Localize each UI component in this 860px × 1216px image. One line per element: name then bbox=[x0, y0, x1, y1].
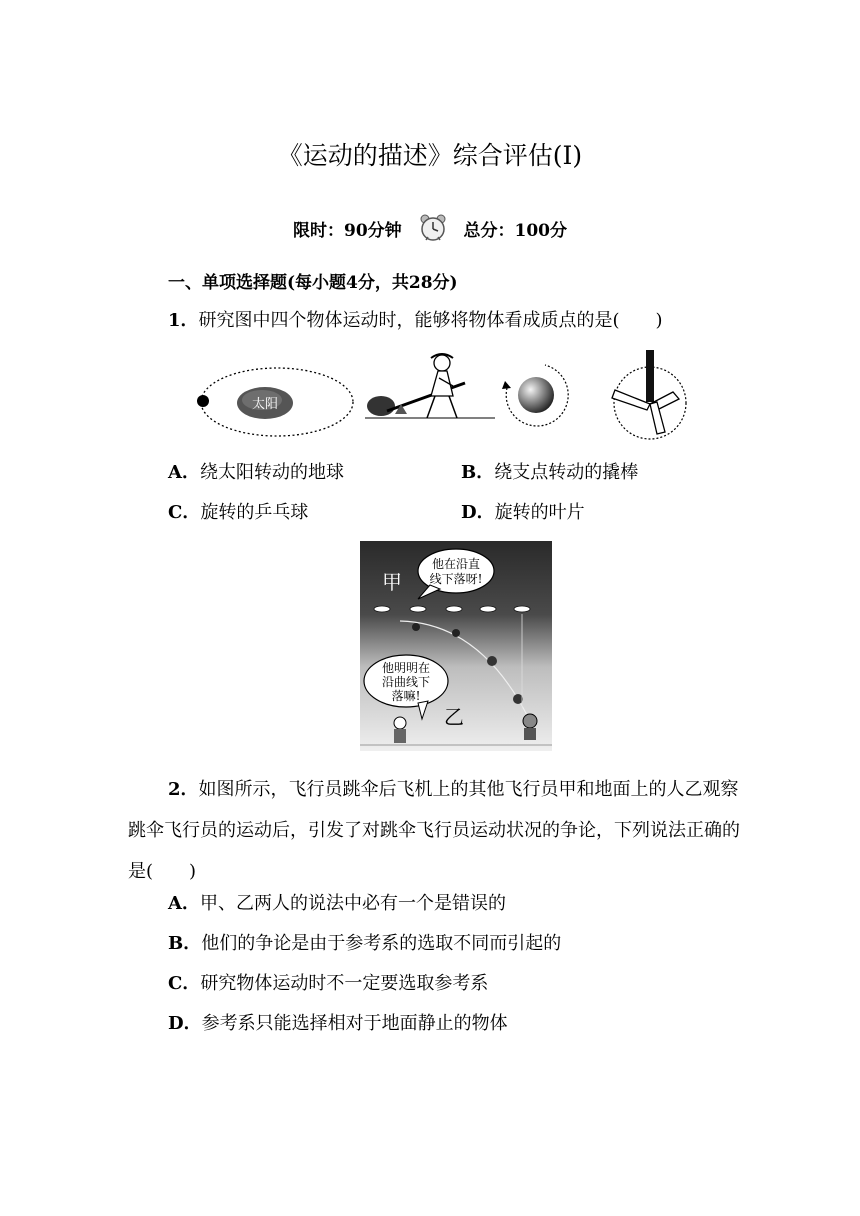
option-text: 研究物体运动时不一定要选取参考系 bbox=[200, 973, 489, 994]
bubble-jia-line-1: 他在沿直 bbox=[431, 557, 481, 571]
question-1-option-c[interactable] bbox=[168, 498, 308, 524]
earth-dot bbox=[197, 395, 209, 407]
rotating-blade-figure bbox=[612, 350, 686, 439]
bubble-yi-line-3: 落嘛! bbox=[391, 689, 421, 703]
time-limit: 限时：90分钟 bbox=[292, 220, 402, 241]
option-text: 绕太阳转动的地球 bbox=[199, 462, 344, 483]
option-text: 绕支点转动的撬棒 bbox=[494, 462, 639, 483]
option-letter: D． bbox=[168, 1013, 202, 1034]
question-1-stem bbox=[168, 306, 663, 332]
option-text: 旋转的乒乓球 bbox=[200, 502, 309, 523]
section-heading: 一、单项选择题(每小题4分，共28分) bbox=[168, 273, 458, 293]
question-2-option-c[interactable] bbox=[168, 969, 488, 995]
question-1-option-d[interactable] bbox=[461, 498, 585, 524]
option-letter: A． bbox=[168, 462, 200, 483]
sun-label: 太阳 bbox=[251, 397, 279, 412]
option-letter: D． bbox=[461, 502, 495, 523]
bubble-yi-line-1: 他明明在 bbox=[381, 661, 431, 675]
question-2-stem bbox=[128, 769, 748, 892]
question-1-figure bbox=[195, 348, 695, 440]
option-letter: C． bbox=[168, 502, 201, 523]
total-score: 总分：100分 bbox=[463, 220, 567, 241]
question-2-text: 如图所示，飞行员跳伞后飞机上的其他飞行员甲和地面上的人乙观察跳伞飞行员的运动后，引发了对跳伞飞行员运动状况的争论，下列说法正确的是( ) bbox=[128, 779, 740, 882]
question-1-text: 研究图中四个物体运动时，能够将物体看成质点的是( ) bbox=[198, 310, 663, 331]
label-jia: 甲 bbox=[382, 572, 402, 594]
question-2-option-a[interactable] bbox=[168, 889, 506, 915]
bubble-jia-line-2: 线下落呀! bbox=[429, 572, 483, 586]
question-1-option-b[interactable] bbox=[461, 458, 638, 484]
option-text: 参考系只能选择相对于地面静止的物体 bbox=[201, 1013, 508, 1034]
question-1-number: 1． bbox=[168, 310, 199, 331]
option-text: 他们的争论是由于参考系的选取不同而引起的 bbox=[201, 933, 562, 954]
question-1-option-a[interactable] bbox=[168, 458, 344, 484]
option-letter: B． bbox=[461, 462, 495, 483]
option-text: 旋转的叶片 bbox=[494, 502, 585, 523]
alarm-clock-icon bbox=[418, 213, 448, 243]
crowbar-figure bbox=[365, 354, 495, 418]
question-2-option-b[interactable] bbox=[168, 929, 561, 955]
exam-meta bbox=[0, 213, 860, 243]
label-yi: 乙 bbox=[444, 707, 464, 729]
question-2-option-d[interactable] bbox=[168, 1009, 508, 1035]
option-text: 甲、乙两人的说法中必有一个是错误的 bbox=[199, 893, 506, 914]
earth-orbit-diagram bbox=[197, 368, 353, 436]
question-2-number: 2． bbox=[168, 779, 199, 800]
option-letter: A． bbox=[168, 893, 200, 914]
observer-yi bbox=[394, 717, 406, 743]
option-letter: B． bbox=[168, 933, 202, 954]
option-letter: C． bbox=[168, 973, 201, 994]
document-title: 《运动的描述》综合评估(Ⅰ) bbox=[277, 141, 583, 170]
question-2-figure bbox=[360, 541, 552, 751]
ping-pong-ball-figure bbox=[502, 365, 568, 426]
bubble-yi-line-2: 沿曲线下 bbox=[381, 675, 431, 689]
